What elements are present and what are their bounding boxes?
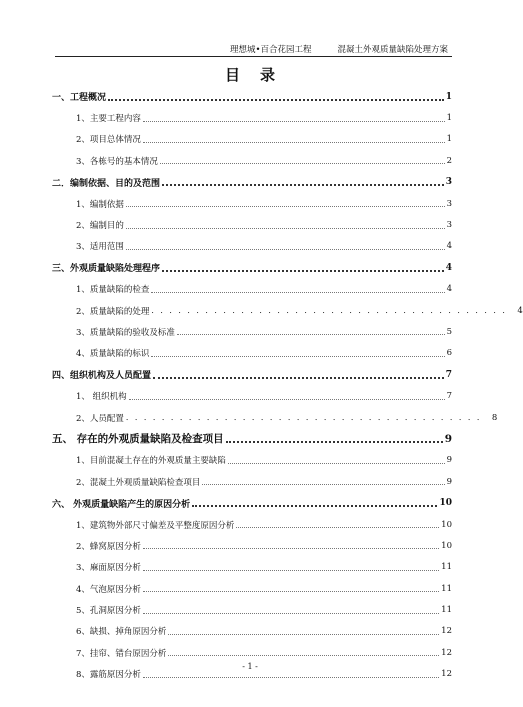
- toc-subsection[interactable]: [52, 450, 452, 471]
- toc-entry-text: 四、组织机构及人员配置: [52, 371, 152, 382]
- toc-page-number: 3: [446, 198, 452, 209]
- toc-leader: [162, 270, 444, 272]
- toc-subsection[interactable]: [52, 236, 452, 257]
- toc-subsection[interactable]: [52, 621, 452, 642]
- toc-entry-text: 六、 外观质量缺陷产生的原因分析: [52, 499, 191, 510]
- toc-page-number: 11: [441, 583, 452, 594]
- table-of-contents: [52, 86, 523, 685]
- toc-page-number: 5: [446, 326, 452, 337]
- toc-subsection[interactable]: [52, 578, 452, 599]
- toc-subsection[interactable]: [52, 471, 452, 492]
- toc-entry-text: 2、质量缺陷的处理: [76, 306, 150, 317]
- toc-subsection[interactable]: [52, 407, 498, 428]
- toc-leader: [108, 99, 444, 101]
- toc-section[interactable]: [52, 172, 452, 193]
- toc-entry-text: 6、缺损、掉角原因分析: [76, 627, 167, 638]
- toc-leader: [126, 206, 445, 207]
- toc-leader: [143, 142, 445, 143]
- toc-entry-text: 三、外观质量缺陷处理程序: [52, 264, 161, 275]
- toc-page-number: 12: [441, 647, 452, 658]
- toc-leader: [160, 163, 445, 164]
- toc-subsection[interactable]: [52, 150, 452, 171]
- toc-leader: ．．．．．．．．．．．．．．．．．．．．．．．．．．．．．．．．．．．．．．．．: [125, 413, 490, 423]
- toc-entry-text: 3、适用范围: [76, 242, 124, 253]
- toc-entry-text: 2、项目总体情况: [76, 135, 141, 146]
- toc-page-number: 1: [446, 113, 452, 124]
- toc-page-number: 10: [439, 498, 452, 509]
- toc-entry-text: 1、主要工程内容: [76, 114, 141, 125]
- toc-entry-text: 一、工程概况: [52, 93, 107, 104]
- toc-leader: [143, 591, 439, 592]
- toc-subsection[interactable]: [52, 642, 452, 663]
- toc-leader: [143, 613, 439, 614]
- toc-leader: [192, 505, 437, 507]
- toc-section[interactable]: [52, 86, 452, 107]
- toc-title: [0, 64, 500, 85]
- toc-entry-text: 3、质量缺陷的验收及标准: [76, 327, 175, 338]
- toc-leader: [129, 399, 445, 400]
- toc-leader: [151, 292, 444, 293]
- toc-page-number: 6: [446, 348, 452, 359]
- toc-page-number: 10: [441, 540, 452, 551]
- toc-section[interactable]: [52, 428, 452, 449]
- toc-leader: [143, 570, 439, 571]
- toc-page-number: 1: [445, 91, 452, 102]
- page-header: [55, 40, 452, 57]
- toc-entry-text: 1、 组织机构: [76, 392, 127, 403]
- toc-entry-text: 7、挂帘、错台原因分析: [76, 648, 167, 659]
- toc-page-number: 9: [446, 455, 452, 466]
- toc-page-number: 7: [445, 369, 452, 380]
- toc-subsection[interactable]: [52, 279, 452, 300]
- toc-leader: [126, 249, 445, 250]
- toc-page-number: 9: [446, 476, 452, 487]
- toc-entry-text: 1、编制依据: [76, 199, 124, 210]
- toc-section[interactable]: [52, 257, 452, 278]
- toc-leader: [236, 527, 439, 528]
- toc-entry-text: 1、质量缺陷的检查: [76, 285, 150, 296]
- toc-subsection[interactable]: [52, 535, 452, 556]
- toc-title-char: 录: [260, 66, 276, 84]
- toc-entry-text: 5、孔洞原因分析: [76, 606, 141, 617]
- toc-entry-text: 1、目前混凝土存在的外观质量主要缺陷: [76, 456, 226, 467]
- toc-page-number: 4: [446, 241, 452, 252]
- toc-entry-text: 4、气泡原因分析: [76, 584, 141, 595]
- toc-subsection[interactable]: [52, 557, 452, 578]
- toc-subsection[interactable]: [52, 300, 523, 321]
- toc-page-number: 3: [446, 220, 452, 231]
- toc-subsection[interactable]: [52, 321, 452, 342]
- toc-page-number: 12: [441, 669, 452, 680]
- toc-page-number: 2: [446, 155, 452, 166]
- header-plan: 混凝土外观质量缺陷处理方案: [337, 45, 448, 55]
- toc-leader: [151, 356, 444, 357]
- toc-subsection[interactable]: [52, 385, 452, 406]
- toc-leader: [162, 184, 444, 186]
- toc-page-number: 4: [445, 262, 452, 273]
- toc-leader: [143, 548, 439, 549]
- toc-section[interactable]: [52, 492, 452, 513]
- toc-entry-text: 2、混凝土外观质量缺陷检查项目: [76, 477, 201, 488]
- toc-entry-text: 3、各栋号的基本情况: [76, 156, 158, 167]
- toc-subsection[interactable]: [52, 514, 452, 535]
- toc-entry-text: 4、质量缺陷的标识: [76, 349, 150, 360]
- toc-page-number: 12: [441, 626, 452, 637]
- toc-subsection[interactable]: [52, 214, 452, 235]
- toc-leader: [143, 677, 439, 678]
- toc-page-number: 3: [445, 177, 452, 188]
- toc-leader: [202, 484, 444, 485]
- toc-page-number: 8: [491, 412, 498, 423]
- toc-section[interactable]: [52, 364, 452, 385]
- toc-leader: [168, 655, 439, 656]
- toc-page-number: 4: [517, 305, 523, 316]
- toc-leader: [126, 228, 445, 229]
- toc-entry-text: 2、人员配置: [76, 413, 124, 424]
- toc-leader: [226, 441, 443, 443]
- toc-leader: [168, 634, 439, 635]
- toc-title-char: 目: [224, 66, 240, 84]
- toc-entry-text: 2、编制目的: [76, 221, 124, 232]
- toc-entry-text: 2、蜂窝原因分析: [76, 541, 141, 552]
- toc-entry-text: 五、 存在的外观质量缺陷及检查项目: [52, 433, 224, 446]
- toc-entry-text: 二．编制依据、目的及范围: [52, 178, 161, 189]
- toc-subsection[interactable]: [52, 107, 452, 128]
- toc-page-number: 9: [444, 432, 452, 445]
- header-project: 理想城•百合花园工程: [230, 45, 312, 55]
- toc-leader: [153, 377, 444, 379]
- toc-subsection[interactable]: [52, 599, 452, 620]
- toc-page-number: 11: [441, 605, 452, 616]
- page-number: - 1 -: [242, 662, 258, 671]
- toc-leader: ．．．．．．．．．．．．．．．．．．．．．．．．．．．．．．．．．．．．．．．．: [151, 306, 516, 316]
- toc-subsection[interactable]: [52, 193, 452, 214]
- toc-page-number: 1: [446, 134, 452, 145]
- toc-leader: [177, 334, 445, 335]
- toc-page-number: 4: [446, 284, 452, 295]
- toc-subsection[interactable]: [52, 343, 452, 364]
- toc-page-number: 11: [441, 562, 452, 573]
- toc-leader: [143, 121, 445, 122]
- toc-entry-text: 3、麻面原因分析: [76, 563, 141, 574]
- toc-leader: [228, 463, 445, 464]
- toc-page-number: 10: [441, 519, 452, 530]
- toc-entry-text: 8、露筋原因分析: [76, 670, 141, 681]
- toc-page-number: 7: [446, 391, 452, 402]
- toc-subsection[interactable]: [52, 129, 452, 150]
- toc-entry-text: 1、建筑物外部尺寸偏差及平整度原因分析: [76, 520, 235, 531]
